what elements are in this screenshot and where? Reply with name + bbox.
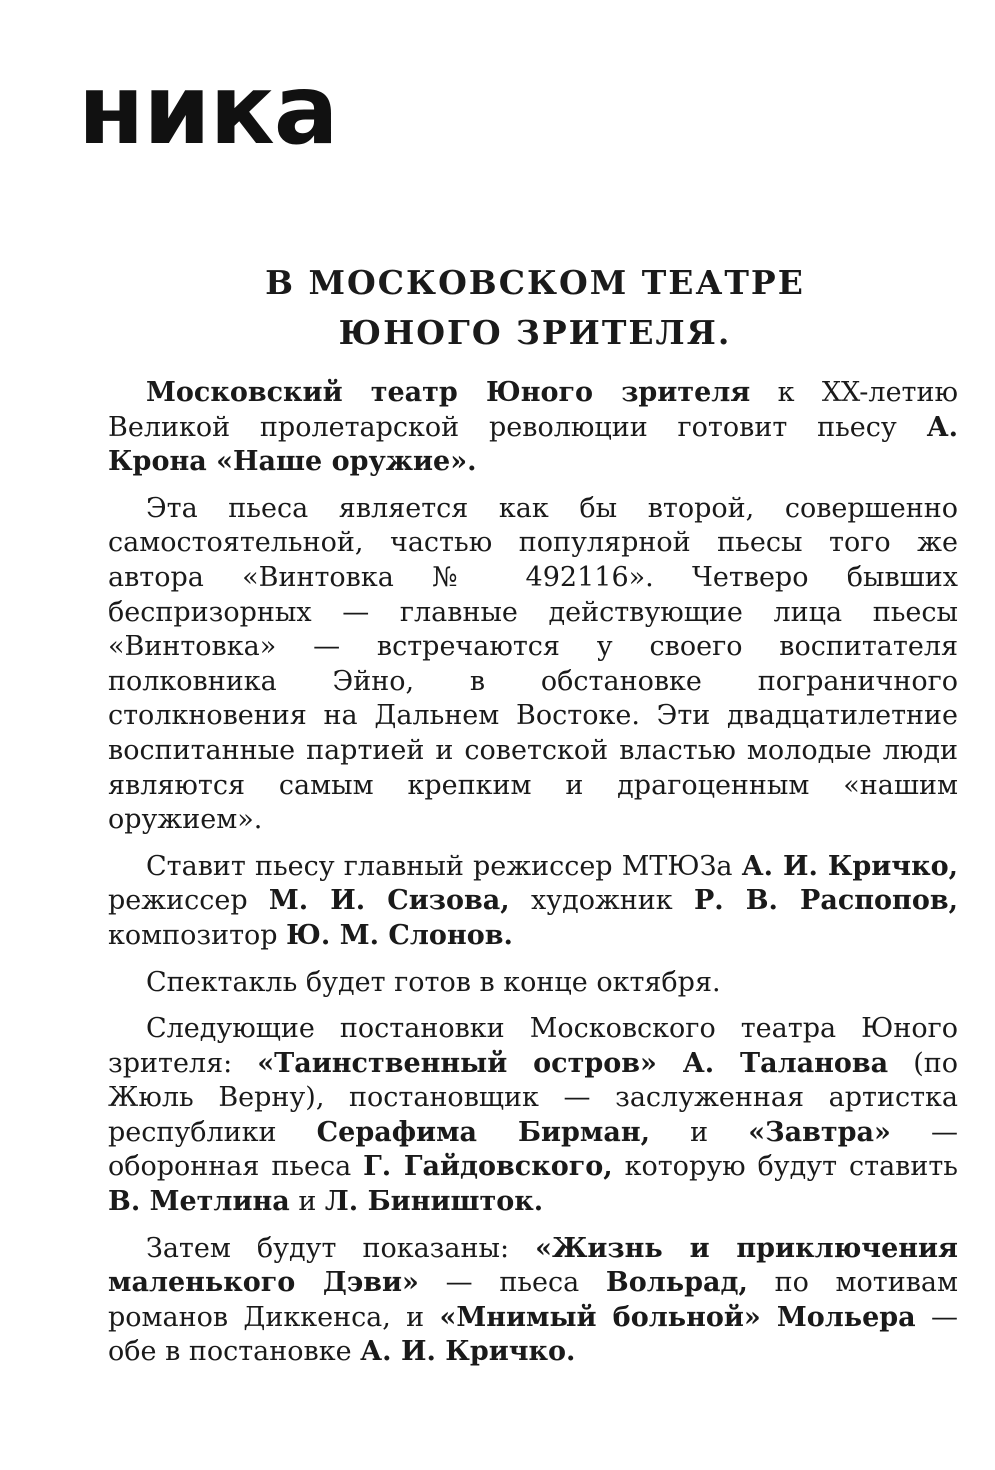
- p6-text-a: Затем будут показаны:: [146, 1232, 536, 1264]
- paragraph-6: [108, 1232, 958, 1370]
- p6-text-c: — пьеса: [418, 1267, 606, 1299]
- p5-text-g: — оборонная пьеса: [108, 1116, 958, 1183]
- p5-playwright: Г. Гайдовского,: [363, 1151, 613, 1183]
- p5-text-a: Следующие постановки Московского театра Юного зрителя:: [108, 1013, 958, 1079]
- p5-staging-director: Серафима Бирман,: [316, 1116, 651, 1148]
- p5-text-e: и: [650, 1116, 749, 1148]
- p6-play-2: «Мнимый больной» Мольера: [439, 1301, 916, 1333]
- p5-play-2: «Завтра»: [748, 1116, 891, 1148]
- paragraph-5: [108, 1012, 958, 1220]
- p3-text-e: художник: [509, 885, 694, 917]
- p5-director-2: Л. Биништок.: [324, 1186, 544, 1218]
- p3-text-a: Ставит пьесу главный режиссер МТЮЗа: [146, 850, 742, 882]
- masthead-fragment: ника: [78, 54, 338, 166]
- p3-director: А. И. Кричко,: [741, 850, 958, 882]
- paragraph-1: [108, 376, 958, 480]
- paragraph-2: Эта пьеса является как бы второй, совершенно самостоятельной, частью популярной пьесы того же автора «Винтовка № 492116». Четверо бывших беспризорных — главные действующие лица пьесы «Винтовка» — встречаются у своего воспитателя полковника Эйно, в обстановке пограничного столкновения на Дальнем Востоке. Эти двадцатилетние воспитанные партией и советской властью молодые люди являются самым крепким и драгоценным «нашим оружием».: [108, 492, 958, 836]
- p6-text-g: — обе в постановке: [108, 1301, 958, 1368]
- paragraph-3: [108, 850, 958, 954]
- p5-director-1: В. Метлина: [108, 1186, 290, 1218]
- article-body: [108, 376, 958, 1370]
- p6-play-1: «Жизнь и приключения маленького Дэви»: [108, 1232, 958, 1299]
- headline-line-2: ЮНОГО ЗРИТЕЛЯ.: [338, 313, 732, 352]
- p3-co-director: М. И. Сизова,: [268, 885, 510, 917]
- p6-director: А. И. Кричко.: [360, 1336, 576, 1368]
- paragraph-4: Спектакль будет готов в конце октября.: [146, 966, 721, 998]
- p3-text-c: режиссер: [108, 885, 269, 917]
- p5-text-i: которую будут ставить: [612, 1151, 958, 1183]
- p5-text-c: (по Жюль Верну), постановщик — заслуженная артистка республики: [108, 1047, 958, 1148]
- headline-line-1: В МОСКОВСКОМ ТЕАТРЕ: [265, 263, 805, 302]
- article-headline: [230, 258, 840, 358]
- p1-subject: Московский театр Юного зрителя: [146, 377, 751, 408]
- p1-play-title: А. Крона «Наше оружие».: [108, 411, 958, 478]
- p1-text: к XX-летию Великой пролетарской революции готовит пьесу: [108, 377, 958, 443]
- p3-composer: Ю. М. Слонов.: [286, 919, 513, 951]
- p5-text-k: и: [289, 1186, 325, 1218]
- p5-play-1: «Таинственный остров» А. Таланова: [257, 1047, 889, 1079]
- p3-text-g: композитор: [108, 919, 287, 951]
- p6-text-e: по мотивам романов Диккенса, и: [108, 1267, 958, 1333]
- p6-playwright: Вольрад,: [605, 1267, 748, 1299]
- p3-artist: Р. В. Распопов,: [693, 885, 958, 917]
